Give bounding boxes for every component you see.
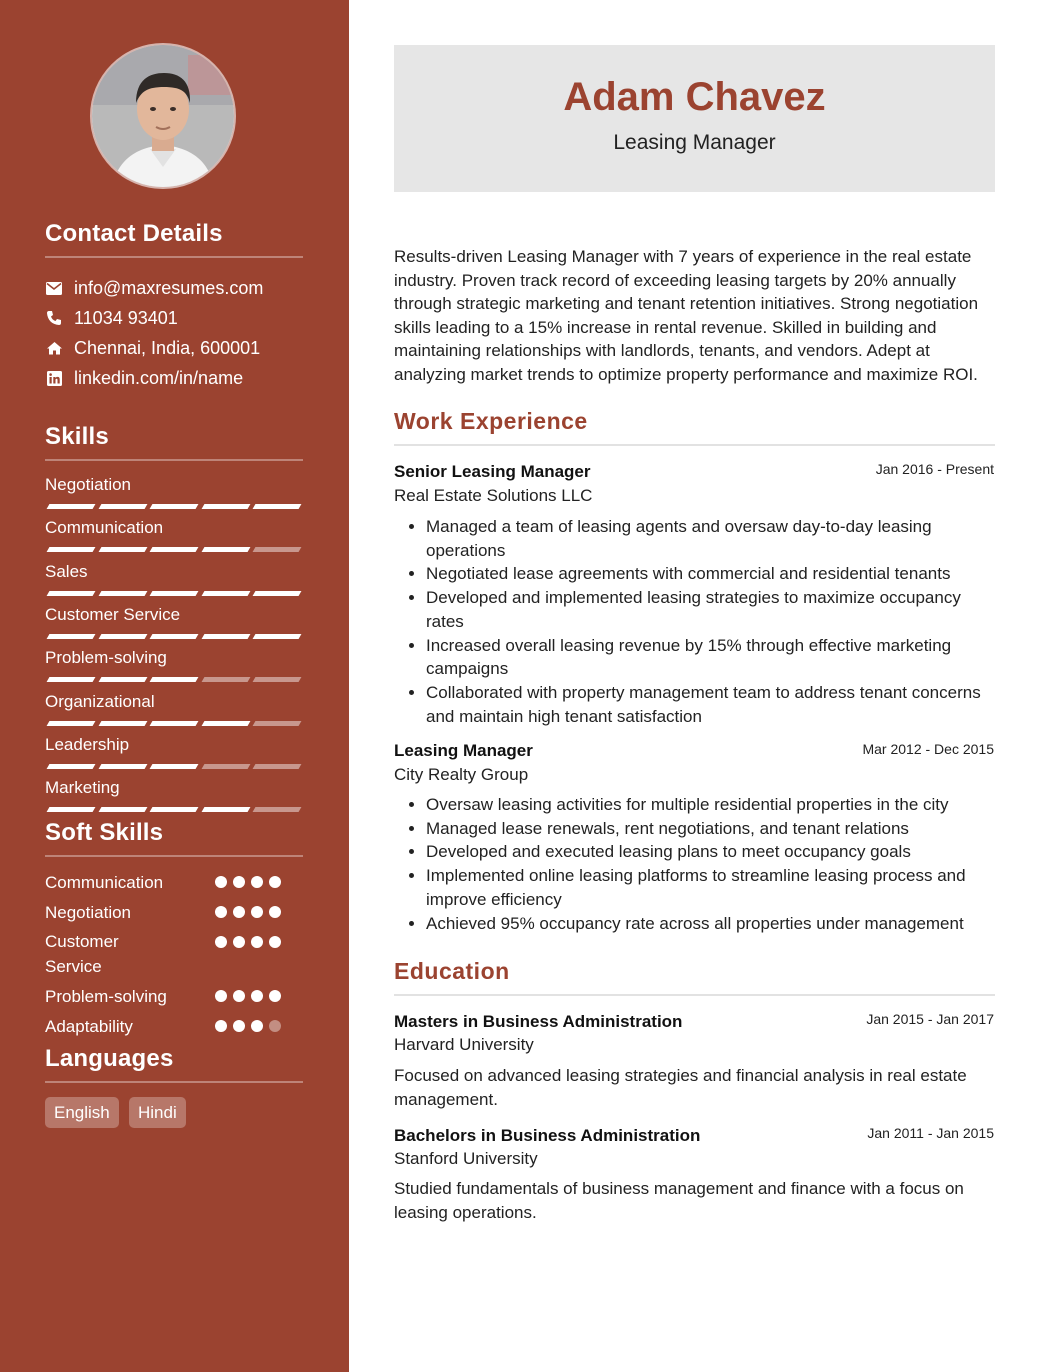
job-dates: Jan 2016 - Present	[875, 461, 994, 477]
skill-level-segment	[253, 634, 302, 639]
skill-label: Sales	[45, 562, 88, 581]
skill-level-bar	[45, 504, 303, 510]
soft-skill-dot	[269, 906, 281, 918]
skill-level-segment	[98, 677, 147, 682]
skills-heading: Skills	[45, 423, 109, 450]
skill-level-segment	[253, 591, 302, 596]
header-box	[394, 45, 995, 192]
job-bullet: • Managed a team of leasing agents and oversaw day-to-day leasing operations	[426, 515, 994, 562]
degree-description: Studied fundamentals of business management and finance with a focus on leasing operations.	[394, 1179, 964, 1222]
soft-skill-dot	[215, 936, 227, 948]
job-bullet: • Increased overall leasing revenue by 15% through effective marketing campaigns	[426, 634, 994, 681]
skill-level-bar	[45, 807, 303, 813]
skill-level-segment	[98, 591, 147, 596]
job-bullet: • Developed and implemented leasing strategies to maximize occupancy rates	[426, 586, 994, 633]
contact-linkedin[interactable]	[45, 367, 243, 389]
skill-level-segment	[98, 547, 147, 552]
contact-phone[interactable]	[45, 307, 178, 329]
skill-level-segment	[150, 677, 199, 682]
skill-level-segment	[253, 807, 302, 812]
skill-level-segment	[47, 764, 96, 769]
soft-skill-label: Communication	[45, 873, 164, 892]
skill-level-segment	[98, 634, 147, 639]
skill-level-segment	[47, 504, 96, 509]
soft-skill-dot	[251, 876, 263, 888]
degree-dates: Jan 2015 - Jan 2017	[866, 1011, 994, 1027]
skill-level-segment	[201, 807, 250, 812]
job-title: Senior Leasing Manager	[394, 462, 591, 481]
skill-level-segment	[150, 634, 199, 639]
address-text: Chennai, India, 600001	[74, 337, 261, 358]
skill-level-segment	[47, 807, 96, 812]
degree-dates: Jan 2011 - Jan 2015	[867, 1125, 994, 1141]
skill-level-segment	[98, 504, 147, 509]
sidebar	[0, 0, 349, 1372]
phone-icon	[45, 309, 63, 327]
skill-level-bar	[45, 677, 303, 683]
job-bullet: • Oversaw leasing activities for multiple residential properties in the city	[426, 793, 994, 817]
skill-level-segment	[201, 504, 250, 509]
skill-level-segment	[47, 721, 96, 726]
job-bullet: • Developed and executed leasing plans to meet occupancy goals	[426, 840, 994, 864]
skill-level-bar	[45, 634, 303, 640]
skill-level-segment	[98, 807, 147, 812]
soft-skill-dot	[251, 1020, 263, 1032]
skill-level-bar	[45, 547, 303, 553]
skill-level-segment	[253, 504, 302, 509]
contact-heading: Contact Details	[45, 220, 223, 247]
soft-skill-dot	[215, 906, 227, 918]
email-text: info@maxresumes.com	[74, 277, 264, 298]
soft-skill-label: Adaptability	[45, 1017, 133, 1036]
language-chip-hindi: Hindi	[129, 1097, 186, 1128]
job-bullet: • Collaborated with property management team to address tenant concerns and maintain high tenant satisfaction	[426, 681, 994, 728]
skill-level-segment	[201, 677, 250, 682]
degree-description: Focused on advanced leasing strategies and financial analysis in real estate management.	[394, 1066, 967, 1109]
envelope-icon	[45, 279, 63, 297]
skill-label: Organizational	[45, 692, 155, 711]
job-title: Leasing Manager	[394, 741, 533, 760]
skill-label: Customer Service	[45, 605, 181, 624]
skill-label: Marketing	[45, 778, 120, 797]
school-name: Stanford University	[394, 1149, 538, 1168]
contact-divider	[45, 256, 303, 258]
linkedin-text: linkedin.com/in/name	[74, 367, 244, 388]
languages-divider	[45, 1081, 303, 1083]
soft-skill-dot	[251, 906, 263, 918]
soft-skill-dot	[233, 876, 245, 888]
skill-level-segment	[253, 764, 302, 769]
skill-level-segment	[201, 764, 250, 769]
skill-level-bar	[45, 721, 303, 727]
candidate-title: Leasing Manager	[613, 131, 776, 154]
soft-skill-dot	[233, 1020, 245, 1032]
skill-level-segment	[201, 547, 250, 552]
soft-skill-dot	[269, 936, 281, 948]
skill-label: Problem-solving	[45, 648, 167, 667]
skill-level-segment	[47, 634, 96, 639]
skill-level-segment	[150, 547, 199, 552]
skill-level-segment	[150, 764, 199, 769]
education-divider	[394, 994, 995, 996]
languages-heading: Languages	[45, 1045, 174, 1072]
soft-skills-divider	[45, 855, 303, 857]
work-experience-heading: Work Experience	[394, 408, 588, 434]
skill-level-bar	[45, 591, 303, 597]
soft-skill-dot	[269, 990, 281, 1002]
soft-skill-dot	[269, 1020, 281, 1032]
job-company: Real Estate Solutions LLC	[394, 486, 593, 505]
skill-level-segment	[150, 721, 199, 726]
skill-level-segment	[47, 591, 96, 596]
skill-level-segment	[201, 591, 250, 596]
language-chip-english: English	[45, 1097, 119, 1128]
job-bullets	[394, 793, 994, 935]
soft-skill-label: Negotiation	[45, 903, 132, 922]
job-bullet: • Achieved 95% occupancy rate across all properties under management	[426, 912, 994, 936]
home-icon	[45, 339, 63, 357]
skill-level-bar	[45, 764, 303, 770]
degree-title: Bachelors in Business Administration	[394, 1126, 701, 1145]
job-bullet: • Implemented online leasing platforms to streamline leasing process and improve efficiency	[426, 864, 994, 911]
skill-label: Leadership	[45, 735, 130, 754]
soft-skill-dot	[215, 1020, 227, 1032]
skill-label: Communication	[45, 518, 164, 537]
contact-email[interactable]	[45, 277, 263, 299]
soft-skill-label: Problem-solving	[45, 987, 167, 1006]
skills-divider	[45, 459, 303, 461]
soft-skill-dot	[215, 876, 227, 888]
skill-level-segment	[150, 504, 199, 509]
education-heading: Education	[394, 958, 510, 984]
skill-label: Negotiation	[45, 475, 132, 494]
contact-address	[45, 337, 260, 359]
school-name: Harvard University	[394, 1035, 534, 1054]
soft-skill-label: Customer Service	[45, 932, 119, 976]
skill-level-segment	[47, 547, 96, 552]
candidate-name: Adam Chavez	[563, 75, 826, 119]
skill-level-segment	[150, 807, 199, 812]
skill-level-segment	[253, 721, 302, 726]
job-bullet: • Managed lease renewals, rent negotiations, and tenant relations	[426, 817, 994, 841]
skill-level-segment	[201, 634, 250, 639]
soft-skill-dot	[215, 990, 227, 1002]
skill-level-segment	[253, 547, 302, 552]
work-experience-divider	[394, 444, 995, 446]
avatar	[92, 45, 234, 187]
soft-skill-dot	[269, 876, 281, 888]
soft-skill-dot	[251, 990, 263, 1002]
job-bullets	[394, 515, 994, 728]
linkedin-icon	[45, 369, 63, 387]
soft-skills-heading: Soft Skills	[45, 819, 164, 846]
skill-level-segment	[47, 677, 96, 682]
soft-skill-dot	[233, 906, 245, 918]
profile-photo	[92, 45, 234, 187]
job-bullet: • Negotiated lease agreements with commercial and residential tenants	[426, 562, 994, 586]
skill-level-segment	[98, 764, 147, 769]
job-company: City Realty Group	[394, 765, 529, 784]
soft-skill-dot	[233, 936, 245, 948]
degree-title: Masters in Business Administration	[394, 1012, 683, 1031]
job-dates: Mar 2012 - Dec 2015	[862, 741, 994, 757]
summary-text: Results-driven Leasing Manager with 7 years of experience in the real estate industry. Proven track record of exceeding leasing targets by 20% annually through strategic marketing and tenant retention initiatives. Strong negotiation skills leading to a 15% increase in rental revenue. Skilled in building and maintaining relationships with landlords, tenants, and vendors. Adept at analyzing market trends to optimize property performance and maximize ROI.	[394, 247, 979, 384]
skill-level-segment	[98, 721, 147, 726]
soft-skill-dot	[233, 990, 245, 1002]
soft-skill-dot	[251, 936, 263, 948]
skill-level-segment	[253, 677, 302, 682]
phone-text: 11034 93401	[74, 307, 178, 328]
skill-level-segment	[201, 721, 250, 726]
skill-level-segment	[150, 591, 199, 596]
